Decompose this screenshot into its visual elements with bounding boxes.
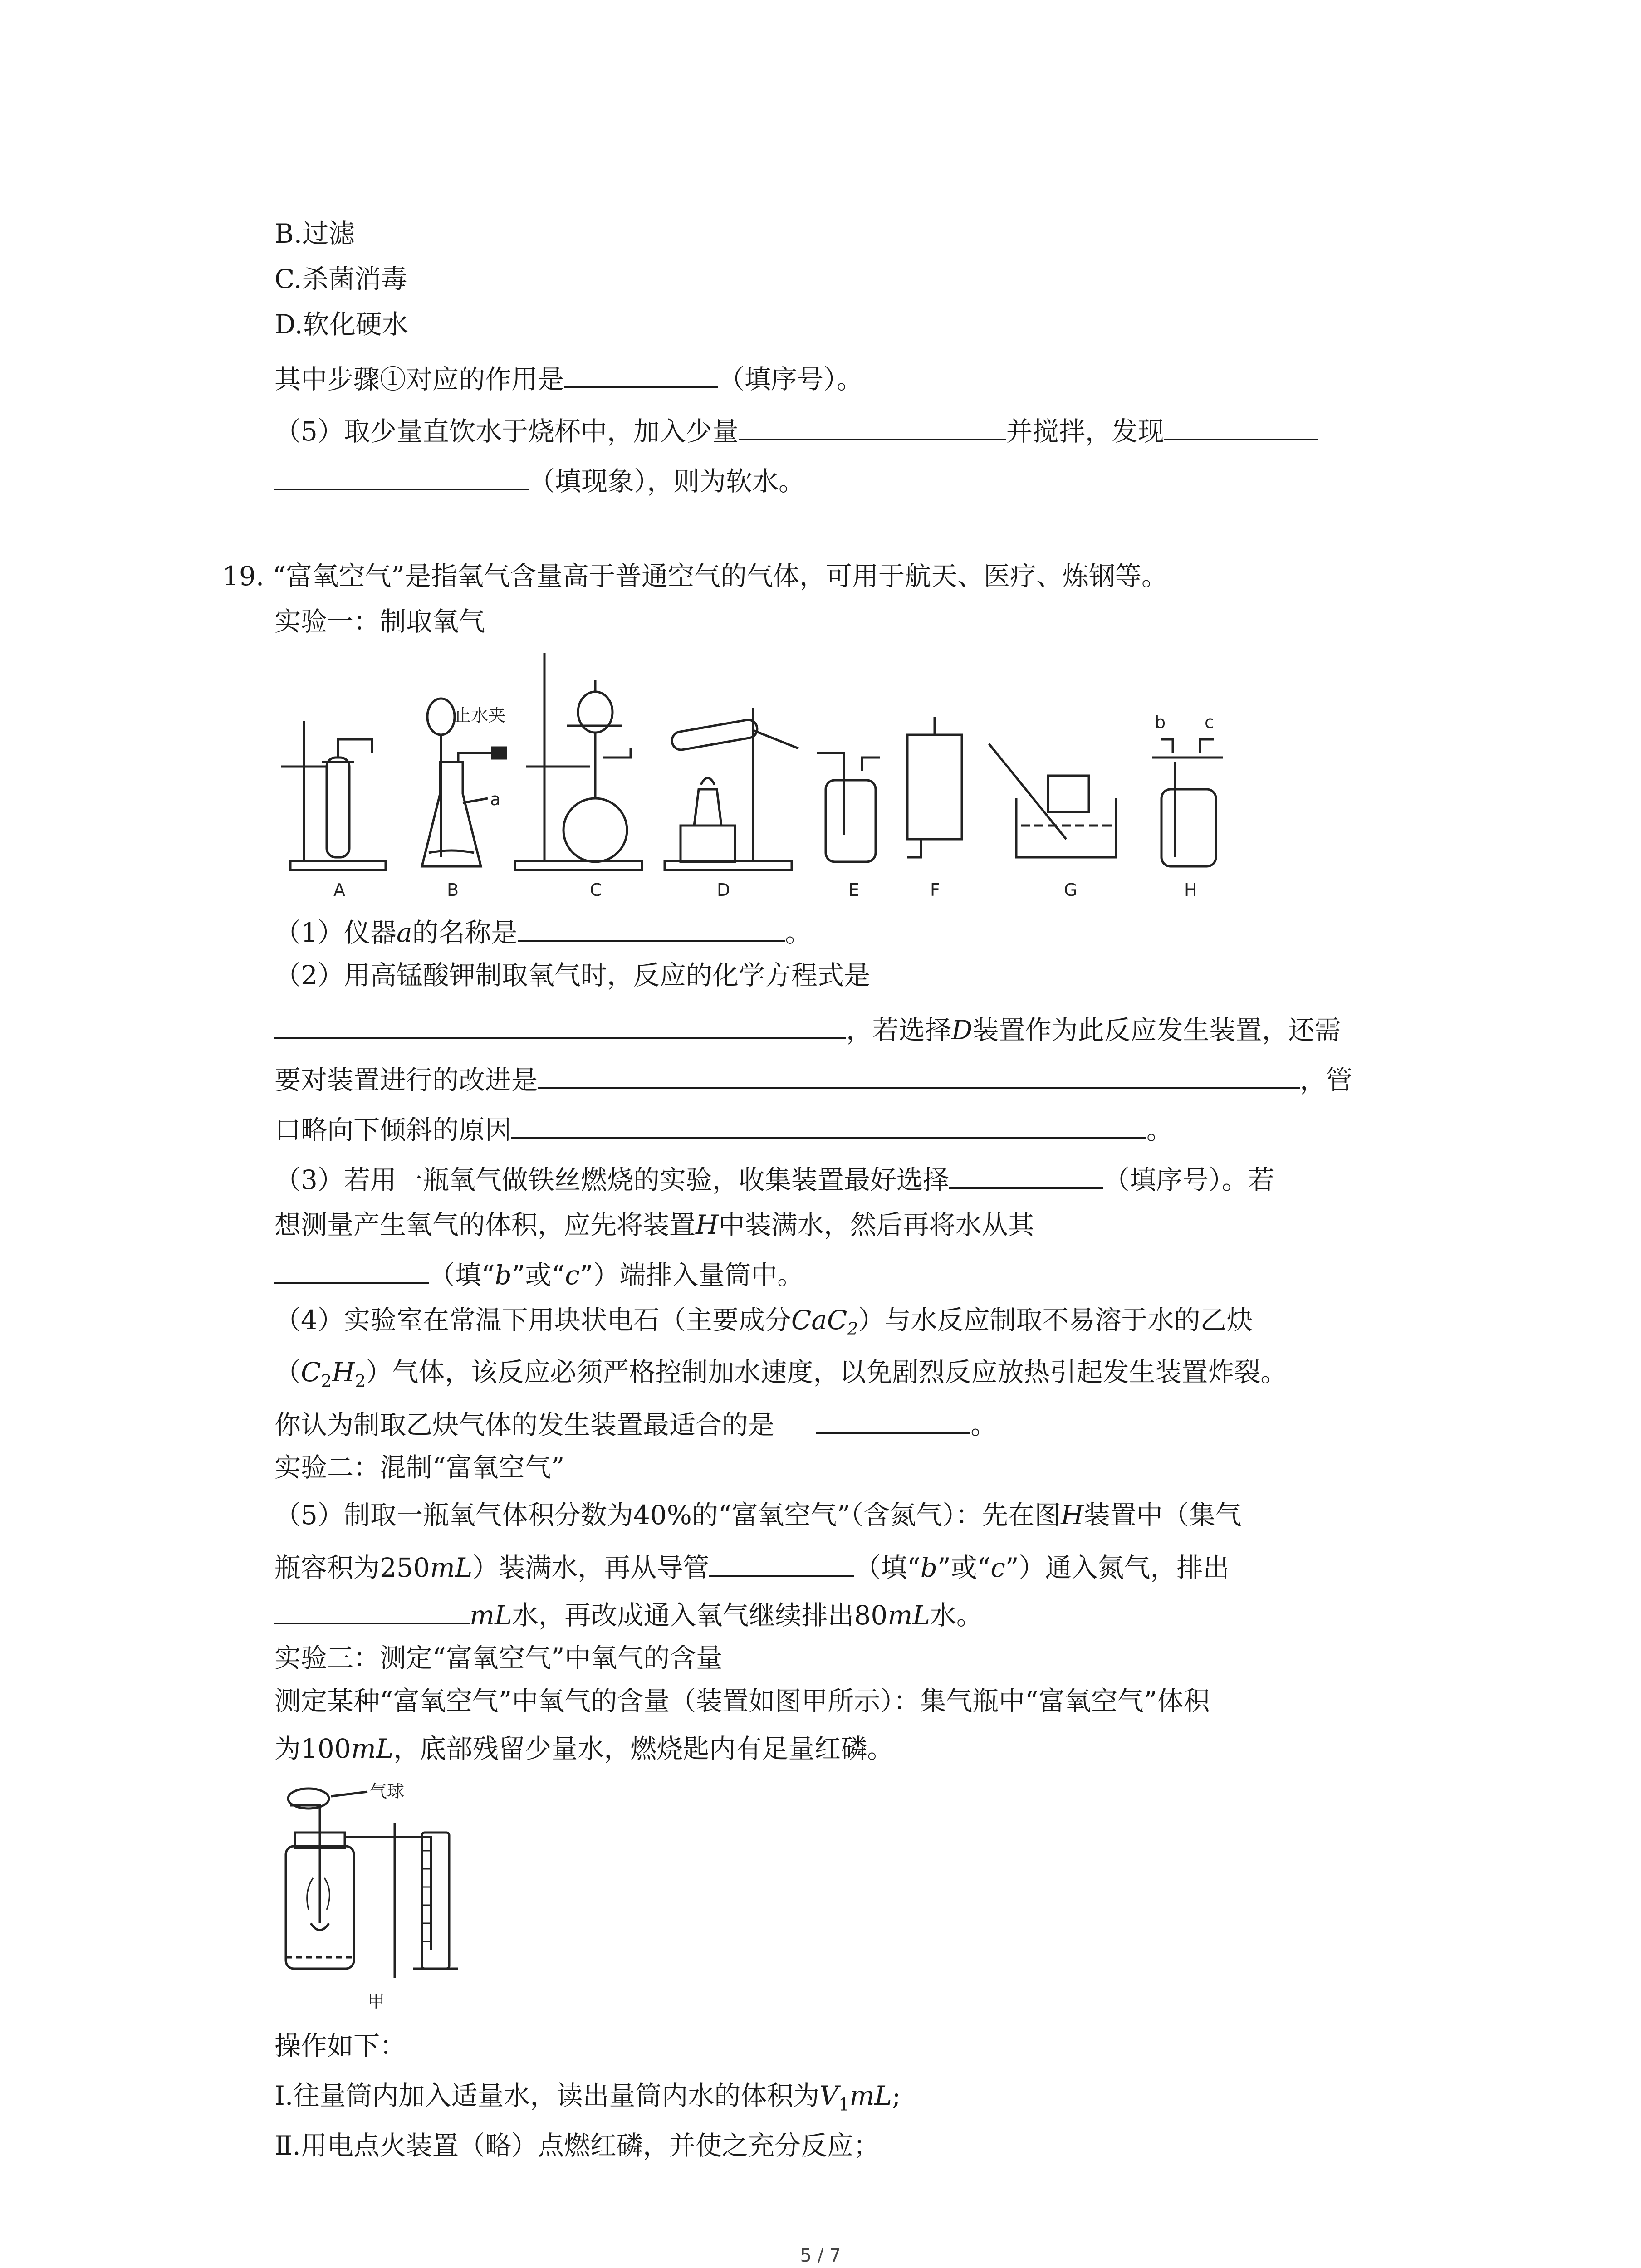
q19-part2-line4: 口略向下倾斜的原因 。 — [274, 1109, 1173, 1148]
answer-blank[interactable] — [538, 1059, 1300, 1089]
q19-part5-line1: （5）制取一瓶氧气体积分数为40%的“富氧空气”（含氮气）：先在图H装置中（集气 — [274, 1500, 1242, 1530]
answer-blank[interactable] — [274, 1594, 470, 1624]
answer-blank[interactable] — [709, 1547, 854, 1577]
answer-blank[interactable] — [1164, 411, 1318, 440]
op-1: Ⅰ.往量筒内加入适量水，读出量筒内水的体积为$V_1mL$; — [274, 2080, 901, 2115]
answer-blank[interactable] — [739, 411, 1006, 440]
q19-part4-line2: $(C_2H_2)$气体，该反应必须严格控制加水速度，以免剧烈反应放热引起发生装置炸裂。 — [274, 1357, 1287, 1391]
q19-part2-line3: 要对装置进行的改进是 ，管 — [274, 1059, 1352, 1098]
label-e: E — [848, 880, 860, 900]
label-d: D — [717, 880, 730, 900]
fig-jia-caption: 甲 — [367, 1991, 385, 2011]
option-b: B.过滤 — [274, 218, 355, 249]
page-number: 5 / 7 — [800, 2245, 841, 2266]
answer-blank[interactable] — [511, 1109, 1146, 1139]
op-2: Ⅱ.用电点火装置（略）点燃红磷，并使之充分反应； — [274, 2130, 880, 2161]
port-c-label: c — [1205, 712, 1214, 732]
port-b-label: b — [1155, 712, 1166, 732]
q19-part3-line3: （填“b”或“c”）端排入量筒中。 — [274, 1254, 803, 1293]
answer-blank[interactable] — [274, 460, 529, 490]
ops-title: 操作如下： — [274, 2030, 407, 2061]
exp3-desc-line1: 测定某种“富氧空气”中氧气的含量（装置如图甲所示）：集气瓶中“富氧空气”体积 — [274, 1686, 1210, 1716]
q19-part3-line1: （3）若用一瓶氧气做铁丝燃烧的实验，收集装置最好选择 （填序号）。若 — [274, 1159, 1274, 1198]
q19-part1: （1）仪器a的名称是 。 — [274, 912, 812, 951]
instrument-a-label: a — [490, 789, 501, 809]
exp2-title: 实验二：混制“富氧空气” — [274, 1452, 565, 1483]
q19-part5-line3: mL水，再改成通入氧气继续排出80mL水。 — [274, 1594, 983, 1633]
q19-part4-line1: （4）实验室在常温下用块状电石（主要成分CaC$_2$）与水反应制取不易溶于水的乙炔 — [274, 1305, 1253, 1339]
label-a: A — [333, 880, 345, 900]
label-g: G — [1064, 880, 1078, 900]
balloon-label: 气球 — [370, 1781, 405, 1801]
q19-part3-line2: 想测量产生氧气的体积，应先将装置H中装满水，然后再将水从其 — [274, 1209, 1034, 1240]
apparatus-figure — [272, 644, 1225, 903]
exp3-desc-line2: 为100mL，底部残留少量水，燃烧匙内有足量红磷。 — [274, 1733, 894, 1764]
answer-blank[interactable] — [518, 912, 785, 942]
q19-part4-line3: 你认为制取乙炔气体的发生装置最适合的是 。 — [274, 1404, 997, 1443]
answer-blank[interactable] — [274, 1009, 846, 1039]
q19-part5-line2: 瓶容积为250mL）装满水，再从导管 （填“b”或“c”）通入氮气，排出 — [274, 1547, 1230, 1586]
answer-blank[interactable] — [816, 1404, 970, 1434]
jia-apparatus-figure — [277, 1778, 467, 2014]
exp1-title: 实验一：制取氧气 — [274, 606, 485, 637]
q19-intro: 19. “富氧空气”是指氧气含量高于普通空气的气体，可用于航天、医疗、炼钢等。 — [222, 561, 1168, 591]
label-h: H — [1184, 880, 1197, 900]
answer-blank[interactable] — [274, 1254, 429, 1284]
label-b: B — [447, 880, 459, 900]
q18-part5-line1: （5）取少量直饮水于烧杯中，加入少量 并搅拌，发现 — [274, 411, 1318, 450]
option-c: C.杀菌消毒 — [274, 264, 407, 294]
option-d: D.软化硬水 — [274, 309, 408, 340]
step-question-line: 其中步骤①对应的作用是 （填序号）。 — [274, 358, 863, 397]
q18-part5-line2: （填现象），则为软水。 — [274, 460, 805, 499]
answer-blank[interactable] — [949, 1159, 1103, 1189]
answer-blank[interactable] — [564, 358, 718, 388]
label-c: C — [590, 880, 602, 900]
q19-part2-line1: （2）用高锰酸钾制取氧气时，反应的化学方程式是 — [274, 960, 870, 991]
label-f: F — [930, 880, 940, 900]
exp3-title: 实验三：测定“富氧空气”中氧气的含量 — [274, 1642, 723, 1673]
clamp-label: 止水夹 — [454, 705, 506, 725]
q19-part2-line2: ，若选择D装置作为此反应发生装置，还需 — [274, 1009, 1341, 1048]
